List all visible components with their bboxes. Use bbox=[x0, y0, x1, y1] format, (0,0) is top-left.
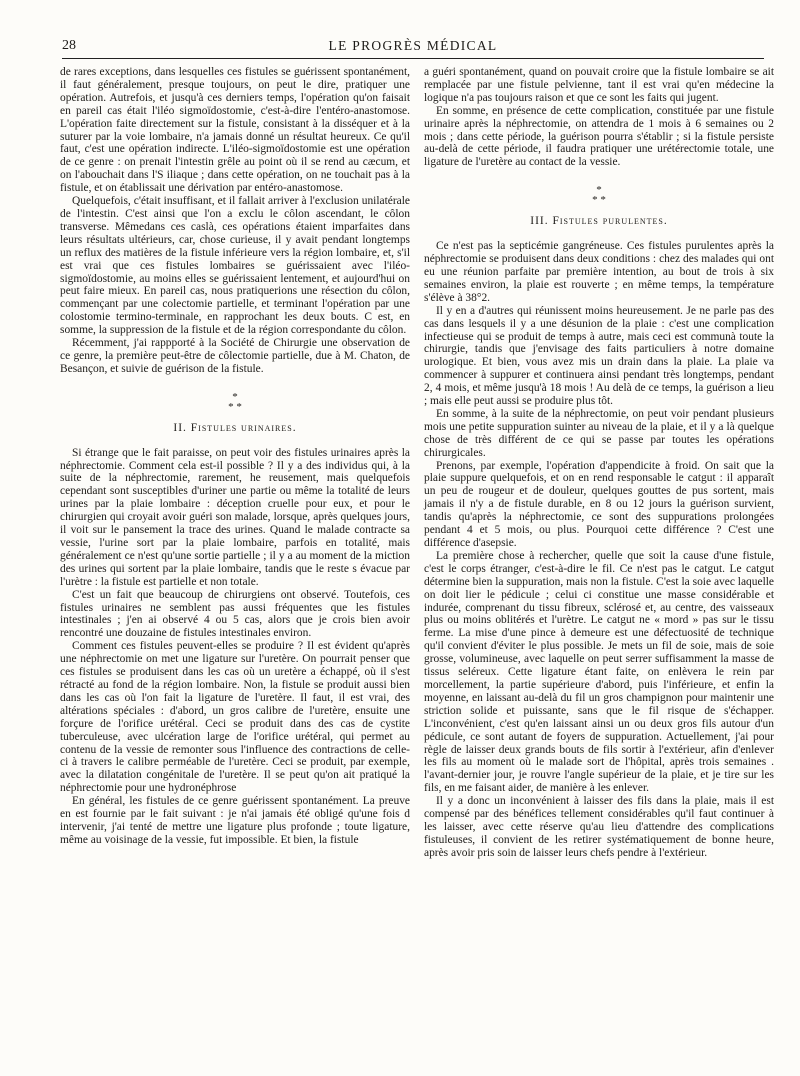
asterism-divider: * * * bbox=[592, 184, 606, 207]
page-header bbox=[62, 36, 764, 59]
paragraph: Comment ces fistules peuvent-elles se produire ? Il est évident qu'après une néphrectomie on met une ligature sur l'uretère. On pourrait penser que ces fistules se produisent dans les cas où un uretère a échappé, où il s'est rétracté au fond de la région lombaire. Non, la fistule se produit aussi bien dans les cas où l'on fait la ligature de l'uretère. Il faut, il est vrai, des altérations spéciales : d'abord, un gros calibre de l'uretère, ensuite une forçure de l'orifice urétéral. Ceci se produit dans des cas de cystite tuberculeuse, avec ulcération large de l'orifice urétéral, qui permet au contenu de la vessie de remonter sous l'influence des contractions de celle-ci à travers le calibre perméable de l'uretère. Ceci se produit, par exemple, avec la dilatation congénitale de l'uretère. Il se peut qu'on ait pratiqué la néphrectomie pour une hydronéphrose bbox=[60, 640, 410, 795]
paragraph: C'est un fait que beaucoup de chirurgiens ont observé. Toutefois, ces fistules urinaires ne semblent pas aussi fréquentes que les fistules intestinales ; j'en ai observé 4 ou 5 cas, alors que je crois bien avoir rencontré une douzaine de fistules intestinales environ. bbox=[60, 588, 410, 640]
paragraph: Il y a donc un inconvénient à laisser des fils dans la plaie, mais il est compensé par des bénéfices tellement considérables qu'il faut continuer à les laisser, avec cette réserve qu'au lieu d'attendre des complications fistuleuses, il convient de les retirer systématiquement de bonne heure, après avoir pris soin de laisser leurs chefs pendre à l'extérieur. bbox=[424, 795, 774, 859]
asterism-divider: * * * bbox=[228, 390, 242, 413]
paragraph: Prenons, par exemple, l'opération d'appendicite à froid. On sait que la plaie suppure quelquefois, et on en rend responsable le catgut : il apparaît un peu de rougeur et de douleur, quelques gouttes de pus sortent, mais jamais il n'y a de fistule durable, en 8 ou 12 jours la guérison survient, tandis qu'après la néphrectomie, ce sont des suppurations prolongées pendant 4 et 5 mois, ou plus. Pourquoi cette différence ? C'est une différence d'asepsie. bbox=[424, 459, 774, 549]
paragraph: Quelquefois, c'était insuffisant, et il fallait arriver à l'exclusion unilatérale de l'intestin. C'est ainsi que l'on a exclu le côlon ascendant, le côlon transverse. Mêmedans ces caslà, ces opérations étaient imparfaites dans leurs résultats ultérieurs, car, chose curieuse, il y avait pendant longtemps un reflux des matières de la fistule inférieure vers la région lombaire, et, s'il est vrai que ces fistules lombaires se guérissaient avec l'iléo-sigmoïdostomie, au moins elles se guérissaient lentement, et aujourd'hui on peut faire mieux. En pareil cas, nous pratiquerions une résection du côlon, commençant par une colectomie partielle, et terminant l'opération par une colostomie termino-terminale, en rapprochant les deux bouts. C est, en somme, la suppression de la fistule et de la région correspondante du côlon. bbox=[60, 195, 410, 337]
paragraph: En général, les fistules de ce genre guérissent spontanément. La preuve en est fournie par le fait suivant : je n'ai jamais été obligé qu'une fois d intervenir, j'ai tenté de mettre une ligature plus profonde ; toute ligature, même au voisinage de la vessie, fut impossible. Et bien, la fistule bbox=[60, 795, 410, 846]
paragraph: Il y en a d'autres qui réunissent moins heureusement. Je ne parle pas des cas dans lesquels il y a une désunion de la plaie : c'est une complication infectieuse qui se produit de temps à autre, mais ceci est communà toute la chirurgie, tandis que j'envisage des faits particuliers à notre domaine urologique. Et bien, vous avez mis un drain dans la plaie. La plaie va commencer à suppurer et continuera ainsi pendant très longtemps, pendant 2, 4 mois, et même jusqu'à 18 mois ! Au delà de ce temps, la guérison a lieu ; mais elle peut aussi se produire plus tôt. bbox=[424, 304, 774, 408]
paragraph: de rares exceptions, dans lesquelles ces fistules se guérissent spontanément, il faut généralement, presque toujours, on peut le dire, pratiquer une opération. Autrefois, et jusqu'à ces derniers temps, l'opération qu'on faisait en pareil cas était l'iléo sigmoïdostomie, c'est-à-dire l'entéro-anastomose. L'opération faite directement sur la fistule, consistant à la disséquer et à la suturer par la voie lombaire, n'a jamais donné un résultat heureux. Ce qu'il faut, c'est une opération indirecte. L'iléo-sigmoïdostomie est une opération de ce genre : on prenait l'intestin grêle au point où il se rend au cæcum, et on l'abouchait dans l'S iliaque ; dans cette opération, on ne touchait pas à la fistule, et on établissait une dérivation par entéro-anastomose. bbox=[60, 66, 410, 195]
paragraph: En somme, en présence de cette complication, constituée par une fistule urinaire après la néphrectomie, on attendra de 1 mois à 6 semaines ou 2 mois ; dans cette période, la guérison pourra s'établir ; si la fistule persiste au-delà de cette période, il faudra pratiquer une urétérectomie totale, une ligature de l'uretère au contact de la vessie. bbox=[424, 104, 774, 169]
page-number: 28 bbox=[62, 38, 76, 53]
section-title: III. Fistules purulentes. bbox=[530, 215, 668, 228]
paragraph: Si étrange que le fait paraisse, on peut voir des fistules urinaires après la néphrectomie. Comment cela est-il possible ? Il y a des individus qui, à la suite de la néphrectomie, rarement, he reusement, mais quelquefois cependant sont susceptibles d'uriner une partie ou même la totalité de leurs urines par la plaie lombaire : déception cruelle pour eux, et pour le chirurgien qui croyait avoir guéri son malade, lorsque, après quelques jours, il voit sur le pansement la trace des urines. Quand le malade contracte sa vessie, l'urine sort par la plaie lombaire, parfois en totalité, mais généralement ce n'est qu'une sortie partielle ; il y a au moment de la miction des urines qui sortent par la plaie lombaire, tandis que le reste s évacue par l'urètre : la fistule est partielle et non totale. bbox=[60, 446, 410, 588]
paragraph: En somme, à la suite de la néphrectomie, on peut voir pendant plusieurs mois une petite suppuration suinter au niveau de la plaie, et il y a là quelque chose de très différent de ce qui se passe par toutes les opérations chirurgicales. bbox=[424, 407, 774, 459]
paragraph: Ce n'est pas la septicémie gangréneuse. Ces fistules purulentes après la néphrectomie se produisent dans deux conditions : chez des malades qui ont eu une réunion parfaite par première intention, au bout de trois à six semaines environ, la plaie est rouverte ; en même temps, la température s'élève à 38°2. bbox=[424, 240, 774, 304]
left-column bbox=[60, 66, 410, 847]
right-column bbox=[424, 66, 774, 860]
paragraph: a guéri spontanément, quand on pouvait croire que la fistule lombaire se ait remplacée par une fistule pelvienne, tant il est vrai qu'en médecine la logique n'a pas toujours raison et que ce sont les faits qui jugent. bbox=[424, 66, 774, 104]
paragraph: Récemment, j'ai rappporté à la Société de Chirurgie une observation de ce genre, la première peut-être de côlectomie partielle, due à M. Chaton, de Besançon, et suivie de guérison de la fistule. bbox=[60, 337, 410, 375]
journal-title: LE PROGRÈS MÉDICAL bbox=[328, 38, 498, 53]
section-title: II. Fistules urinaires. bbox=[173, 421, 297, 434]
paragraph: La première chose à rechercher, quelle que soit la cause d'une fistule, c'est le corps étranger, c'est-à-dire le fil. Ce n'est pas le catgut. Le catgut détermine bien la suppuration, mais non la fistule. C'est la soie avec laquelle on doit lier le pédicule ; celui ci constitue une masse considérable et indurée, comprenant du tissu fibreux, sclérosé et, au centre, des vaisseaux plus ou moins oblitérés et l'urètre. Le catgut ne « mord » pas sur le tissu ferme. La mise d'une pince à demeure est une défectuosité de technique qu'il convient d'éviter le plus possible. Je mets un fil de soie, mais de soie grosse, volumineuse, avec laquelle on peut serrer suffisamment la masse de tissus seléreux. Cette ligature étant faite, on enlèvera le rein par morcellement, la partie supérieure d'abord, puis l'inférieure, et enfin la moyenne, en laissant au-delà du fil un gros champignon pour maintenir une striction solide et puissante, sans que le fil risque de s'échapper. L'inconvénient, c'est qu'en laissant ainsi un ou deux gros fils autour d'un pédicule, ce sont autant de foyers de suppuration. Actuellement, j'ai pour règle de laisser deux grands bouts de fils sortir à l'extérieur, afin d'enlever les fils au moment où le malade sort de l'hôpital, après trois semaines . l'avant-dernier jour, je rouvre l'angle supérieur de la plaie, et je tire sur les fils, en me faisant aider, de manière à les enlever. bbox=[424, 549, 774, 795]
